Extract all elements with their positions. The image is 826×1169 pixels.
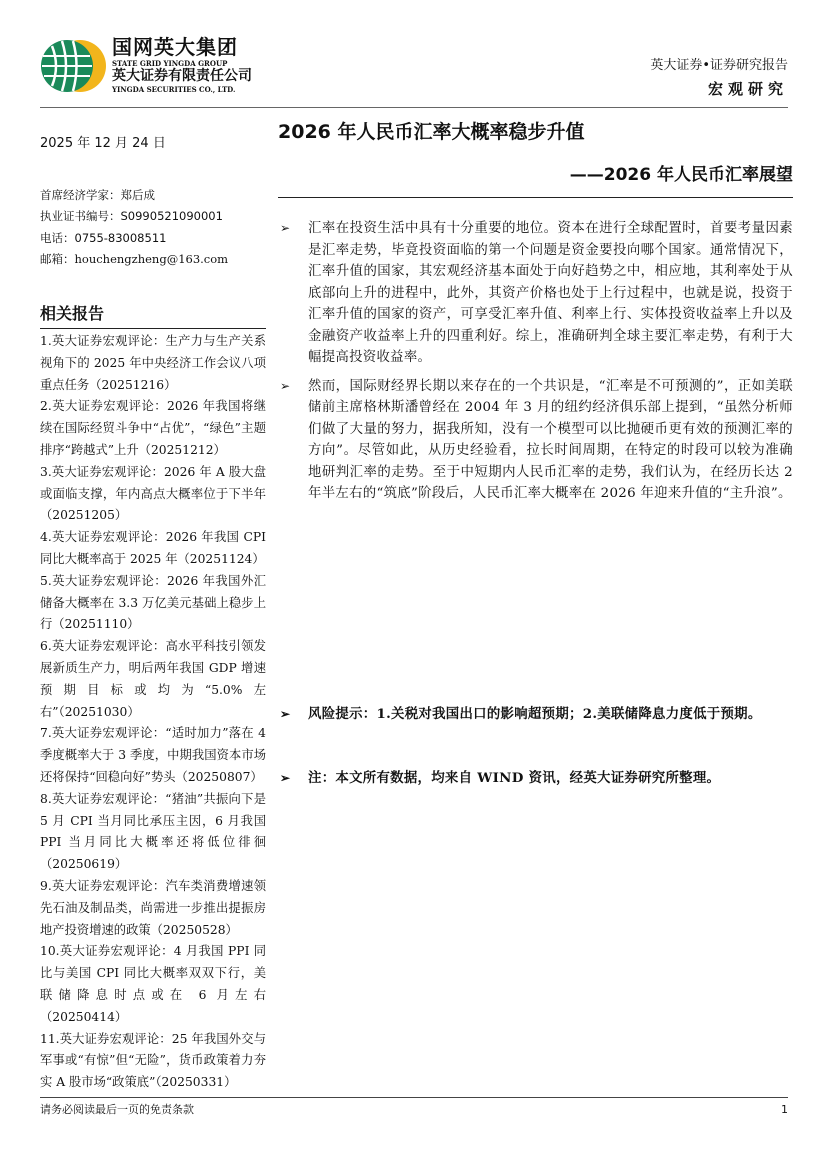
risk-text: 风险提示：1.关税对我国出口的影响超预期；2.美联储降息力度低于预期。 <box>308 706 762 722</box>
related-report-item[interactable]: 10.英大证券宏观评论：4 月我国 PPI 同比与美国 CPI 同比大概率双双下行，美联储降息时点或在 6 月左右（20250414） <box>40 944 266 1024</box>
related-report-item[interactable]: 7.英大证券宏观评论：“适时加力”落在 4 季度概率大于 3 季度，中期我国资本市场还将保持“回稳向好”势头（20250807） <box>40 726 266 784</box>
body-paragraph-2 <box>280 376 793 505</box>
bullet-arrow-icon: ➢ <box>280 771 291 785</box>
report-type: 英大证券•证券研究报告 <box>650 58 788 73</box>
title-divider <box>278 197 793 198</box>
related-report-item[interactable]: 5.英大证券宏观评论：2026 年我国外汇储备大概率在 3.3 万亿美元基础上稳步上行（20251110） <box>40 573 266 632</box>
related-divider <box>40 328 266 329</box>
report-date: 2025 年 12 月 24 日 <box>40 136 166 151</box>
analyst-phone: 电话：0755-83008511 <box>40 231 167 245</box>
related-report-item[interactable]: 2.英大证券宏观评论：2026 年我国将继续在国际经贸斗争中“占优”，“绿色”主题排序“跨越式”上升（20251212） <box>40 399 266 457</box>
bullet-arrow-icon: ➢ <box>280 707 291 721</box>
body-paragraph-1 <box>280 218 793 369</box>
risk-warning <box>280 704 793 726</box>
page-subtitle: ——2026 年人民币汇率展望 <box>569 165 793 185</box>
related-report-item[interactable]: 4.英大证券宏观评论：2026 年我国 CPI 同比大概率高于 2025 年（20251124） <box>40 530 266 566</box>
page-number: 1 <box>781 1103 788 1116</box>
footer-divider <box>40 1097 788 1098</box>
logo-name-en: STATE GRID YINGDA GROUP <box>112 59 228 68</box>
related-reports-heading: 相关报告 <box>40 304 105 323</box>
analyst-license: 执业证书编号：S0990521090001 <box>40 209 223 223</box>
page-title: 2026 年人民币汇率大概率稳步升值 <box>278 121 585 143</box>
body-text <box>280 218 793 512</box>
analyst-email <box>40 252 228 267</box>
analyst-name: 首席经济学家：郑后成 <box>40 188 155 202</box>
note-text: 注：本文所有数据，均来自 WIND 资讯，经英大证券研究所整理。 <box>308 770 721 786</box>
paragraph-text: 汇率在投资生活中具有十分重要的地位。资本在进行全球配置时，首要考量因素是汇率走势，毕竟投资面临的第一个问题是资金要投向哪个国家。通常情况下，汇率升值的国家，其宏观经济基本面处于向好趋势之中，相应地，其利率处于从底部向上升的进程中，此外，其资产价格也处于上行过程中，也就是说，投资于汇率升值的国家的资产，可享受汇率升值、利率上行、实体投资收益率上升以及金融资产收益率上升的四重利好。综上，准确研判全球主要汇率走势，有利于大幅提高投资收益率。 <box>308 221 793 365</box>
analyst-email-text: 邮箱：houchengzheng@163.com <box>40 252 229 266</box>
related-report-item[interactable]: 1.英大证券宏观评论：生产力与生产关系视角下的 2025 年中央经济工作会议八项重点任务（20251216） <box>40 334 266 392</box>
report-category: 宏观研究 <box>707 80 788 98</box>
logo-globe-icon <box>40 34 108 98</box>
logo-company-en: YINGDA SECURITIES CO., LTD. <box>112 85 236 94</box>
related-report-item[interactable]: 9.英大证券宏观评论：汽车类消费增速领先石油及制品类，尚需进一步推出提振房地产投资增速的政策（20250528） <box>40 878 266 937</box>
paragraph-text: 然而，国际财经界长期以来存在的一个共识是，“汇率是不可预测的”，正如美联储前主席格林斯潘曾经在 2004 年 3 月的纽约经济俱乐部上提到，“虽然分析师们做了大量的努力，据我所知，没有一个模型可以比抛硬币更有效的预测汇率的方向”。尽管如此，从历史经验看，拉长时间周期，在特定的时段可以较为准确地研判汇率的走势。至于中短期内人民币汇率的走势，我们认为，在经历长达 2 年半左右的“筑底”阶段后，人民币汇率大概率在 2026 年迎来升值的“主升浪”。 <box>308 378 793 501</box>
header-divider <box>40 107 788 108</box>
bullet-arrow-icon: ➢ <box>280 378 291 393</box>
logo-name-cn: 国网英大集团 <box>112 35 238 59</box>
bullet-arrow-icon: ➢ <box>280 221 291 235</box>
related-reports-list <box>40 331 266 1094</box>
related-report-item[interactable]: 3.英大证券宏观评论：2026 年 A 股大盘或面临支撑，年内高点大概率位于下半年（20251205） <box>40 464 266 523</box>
footer-disclaimer: 请务必阅读最后一页的免责条款 <box>40 1103 194 1116</box>
data-note <box>280 768 793 790</box>
logo-company-cn: 英大证券有限责任公司 <box>112 68 252 84</box>
related-report-item[interactable]: 6.英大证券宏观评论：高水平科技引领发展新质生产力，明后两年我国 GDP 增速预期目标或均为“5.0%左右”（20251030） <box>40 639 266 719</box>
company-logo <box>40 34 108 98</box>
related-report-item[interactable]: 8.英大证券宏观评论：“猪油”共振向下是 5 月 CPI 当月同比承压主因，6 月我国 PPI 当月同比大概率还将低位徘徊（20250619） <box>40 791 266 872</box>
logo-text-block <box>112 35 272 94</box>
related-report-item[interactable]: 11.英大证券宏观评论：25 年我国外交与军事或“有惊”但“无险”，货币政策着力夯实 A 股市场“政策底”（20250331） <box>40 1031 266 1090</box>
